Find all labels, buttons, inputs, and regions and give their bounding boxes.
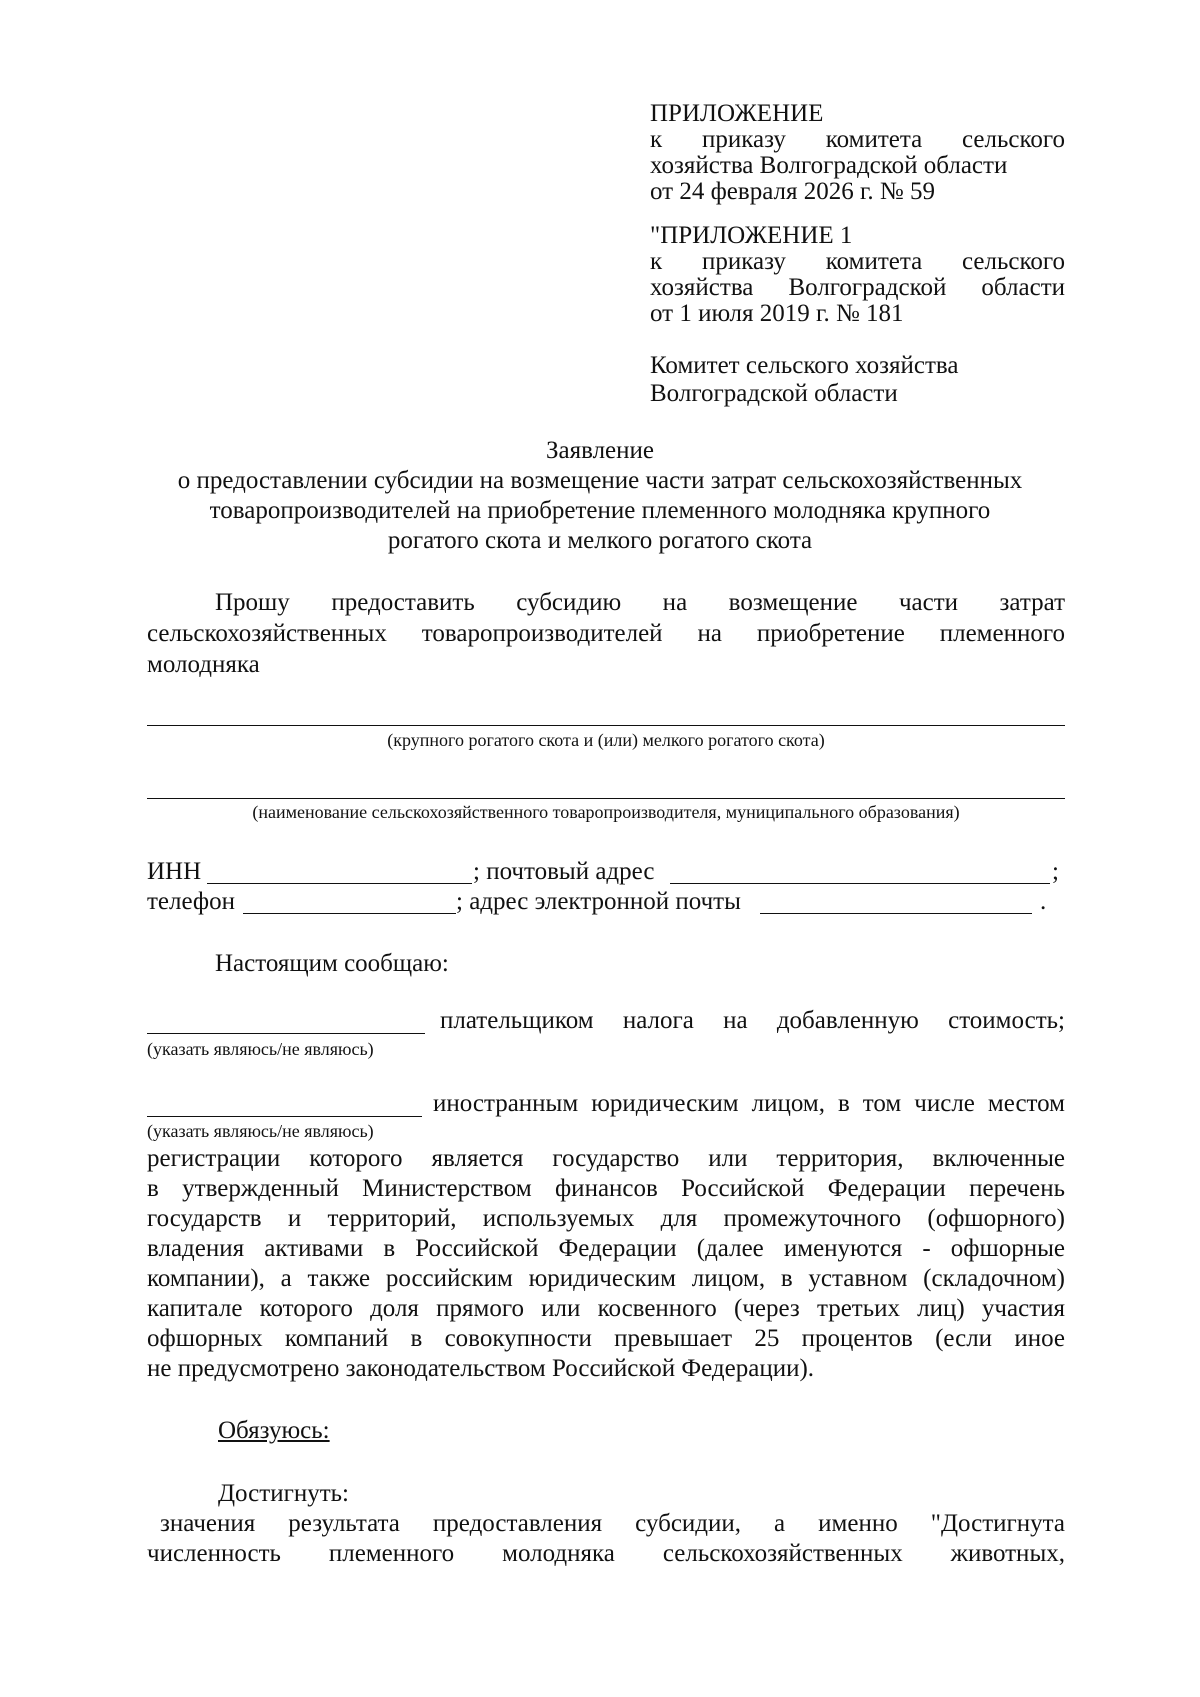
foreign-hint: (указать являюсь/не являюсь) xyxy=(147,1121,374,1141)
achieve-heading: Достигнуть: xyxy=(218,1480,349,1507)
foreign-text: капитале которого доля прямого или косвенного (через третьих лиц) участия xyxy=(147,1295,1065,1322)
document-subtitle: о предоставлении субсидии на возмещение части затрат сельскохозяйственных xyxy=(177,467,1023,494)
foreign-text: не предусмотрено законодательством Российской Федерации). xyxy=(147,1355,815,1382)
postal-label: ; почтовый адрес xyxy=(473,858,655,885)
appendix-title: ПРИЛОЖЕНИЕ xyxy=(650,100,824,127)
inn-label: ИНН xyxy=(147,858,202,885)
semicolon: ; xyxy=(1052,858,1059,885)
request-text: молодняка xyxy=(147,651,260,678)
vat-status-field[interactable] xyxy=(147,1033,425,1034)
postal-field[interactable] xyxy=(670,883,1050,884)
phone-field[interactable] xyxy=(243,913,456,914)
field-caption: (наименование сельскохозяйственного товаропроизводителя, муниципального образования) xyxy=(252,802,960,822)
blank-field[interactable] xyxy=(147,725,1065,726)
vat-text: плательщиком налога на добавленную стоимость; xyxy=(440,1007,1065,1034)
vat-hint: (указать являюсь/не являюсь) xyxy=(147,1039,374,1059)
email-label: ; адрес электронной почты xyxy=(456,888,741,915)
foreign-text: регистрации которого является государство или территория, включенные xyxy=(147,1145,1065,1172)
blank-field[interactable] xyxy=(147,798,1065,799)
foreign-text: государств и территорий, используемых для промежуточного (офшорного) xyxy=(147,1205,1065,1232)
document-subtitle: товаропроизводителей на приобретение племенного молодняка крупного xyxy=(209,497,991,524)
request-text: Прошу предоставить субсидию на возмещение части затрат xyxy=(215,589,1065,616)
appendix-line: к приказу комитета сельского xyxy=(650,126,1065,153)
email-field[interactable] xyxy=(760,913,1032,914)
document-subtitle: рогатого скота и мелкого рогатого скота xyxy=(387,527,813,554)
addressee-line: Волгоградской области xyxy=(650,380,898,407)
document-title: Заявление xyxy=(545,437,655,464)
request-text: сельскохозяйственных товаропроизводителей на приобретение племенного xyxy=(147,620,1065,647)
appendix-line: от 24 февраля 2026 г. № 59 xyxy=(650,178,936,205)
inn-field[interactable] xyxy=(207,883,472,884)
addressee-line: Комитет сельского хозяйства xyxy=(650,352,959,379)
foreign-text: офшорных компаний в совокупности превышает 25 процентов (если иное xyxy=(147,1325,1065,1352)
appendix1-line: к приказу комитета сельского xyxy=(650,248,1065,275)
appendix1-title: "ПРИЛОЖЕНИЕ 1 xyxy=(650,222,853,249)
foreign-status-field[interactable] xyxy=(147,1116,422,1117)
appendix1-line: хозяйства Волгоградской области xyxy=(650,274,1065,301)
phone-label: телефон xyxy=(147,888,235,915)
foreign-text: владения активами в Российской Федерации (далее именуются - офшорные xyxy=(147,1235,1065,1262)
result-text: значения результата предоставления субсидии, а именно "Достигнута xyxy=(160,1510,1065,1537)
field-caption: (крупного рогатого скота и (или) мелкого рогатого скота) xyxy=(387,730,825,750)
notify-text: Настоящим сообщаю: xyxy=(215,950,449,977)
appendix1-line: от 1 июля 2019 г. № 181 xyxy=(650,300,904,327)
period: . xyxy=(1040,888,1047,915)
foreign-text: компании), а также российским юридическим лицом, в уставном (складочном) xyxy=(147,1265,1065,1292)
obligation-heading: Обязуюсь: xyxy=(218,1417,330,1444)
appendix-line: хозяйства Волгоградской области xyxy=(650,152,1008,179)
foreign-text: иностранным юридическим лицом, в том числе местом xyxy=(433,1090,1065,1117)
result-text: численность племенного молодняка сельскохозяйственных животных, xyxy=(147,1540,1065,1567)
foreign-text: в утвержденный Министерством финансов Российской Федерации перечень xyxy=(147,1175,1065,1202)
